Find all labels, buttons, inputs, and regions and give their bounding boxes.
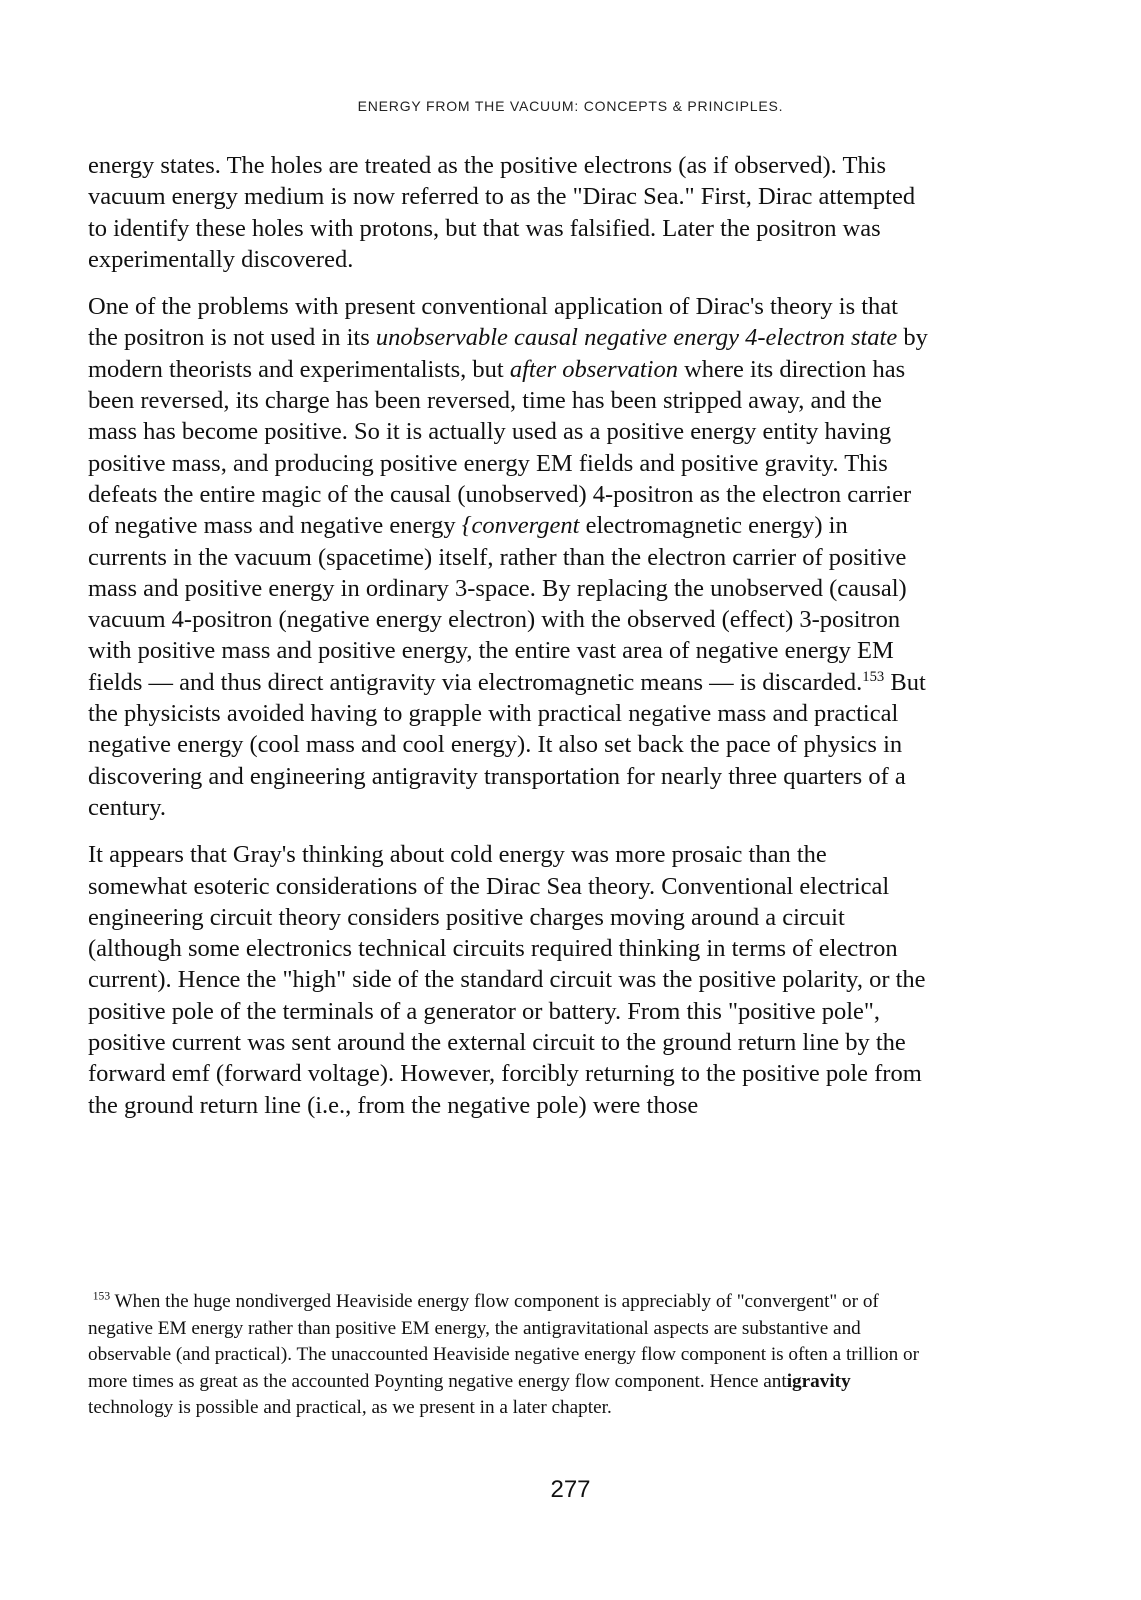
page-number: 277 xyxy=(550,1476,591,1503)
paragraph-2-text-i: But the physicists avoided having to grapple with practical negative mass and practical negative energy (cool mass and cool energy). It also set back the pace of physics in discovering and engineering antigravity transportation for nearly three quarters of a century. xyxy=(88,668,926,821)
paragraph-2-italic-d: after observation xyxy=(509,355,678,383)
footnote-marker: 153 xyxy=(92,1290,111,1303)
paragraph-2-text-g: electromagnetic energy) in currents in the vacuum (spacetime) itself, rather than the electron carrier of positive mass and positive energy in ordinary 3-space. By replacing the unobserved (causal) vacuum 4-positron (negative energy electron) with the observed (effect) 3-positron with positive mass and positive energy, the entire vast area of negative energy EM fields — and thus direct antigravity via electromagnetic means — is discarded. xyxy=(88,512,907,696)
paragraph-2-text-e: where its direction has been reversed, its charge has been reversed, time has been stripped away, and the mass has become positive. So it is actually used as a positive energy entity having positive mass, and producing positive energy EM fields and positive gravity. This defeats the entire magic of the causal (unobserved) 4-positron as the electron carrier of negative mass and negative energy xyxy=(88,355,912,540)
footnote-text-d: technology is possible and practical, as we present in a later chapter. xyxy=(88,1397,612,1418)
paragraph-2 xyxy=(88,291,928,823)
running-header: ENERGY FROM THE VACUUM: CONCEPTS & PRINCIPLES. xyxy=(357,98,784,114)
paragraph-2-italic-f: {convergent xyxy=(461,512,580,540)
footnote-text-bold: igravity xyxy=(786,1370,851,1392)
paragraph-1: energy states. The holes are treated as the positive electrons (as if observed). This vacuum energy medium is now referred to as the "Dirac Sea." First, Dirac attempted to identify these holes with protons, but that was falsified. Later the positron was experimentally discovered. xyxy=(88,152,916,273)
footnote-reference-153[interactable]: 153 xyxy=(862,668,885,685)
body-text xyxy=(88,150,928,1137)
footnote-text-b: ant xyxy=(763,1370,787,1392)
paragraph-3: It appears that Gray's thinking about cold energy was more prosaic than the somewhat esoteric considerations of the Dirac Sea theory. Conventional electrical engineering circuit theory considers positive charges moving around a circuit (although some electronics technical circuits required thinking in terms of electron current). Hence the "high" side of the standard circuit was the positive polarity, or the positive pole of the terminals of a generator or battery. From this "positive pole", positive current was sent around the external circuit to the ground return line by the forward emf (forward voltage). However, forcibly returning to the positive pole from the ground return line (i.e., from the negative pole) were those xyxy=(88,841,926,1119)
footnote-153 xyxy=(88,1289,928,1422)
footnote-paragraph xyxy=(88,1289,928,1422)
footnote-text-a: When the huge nondiverged Heaviside energy flow component is appreciably of "convergent" or of negative EM energy rather than positive EM energy, the antigravitational aspects are substantive and observable (and practical). The unaccounted Heaviside negative energy flow component is often a trillion or more times as great as the accounted Poynting negative energy flow component. Hence xyxy=(88,1291,919,1392)
paragraph-2-text-a: One of the problems with present conventional application of Dirac's theory is that the positron is not used in its xyxy=(88,293,898,352)
paragraph-2-italic-b: unobservable causal negative energy 4-electron state xyxy=(375,324,898,352)
paragraph-2-text-c: by modern theorists and experimentalists, but xyxy=(88,324,928,383)
